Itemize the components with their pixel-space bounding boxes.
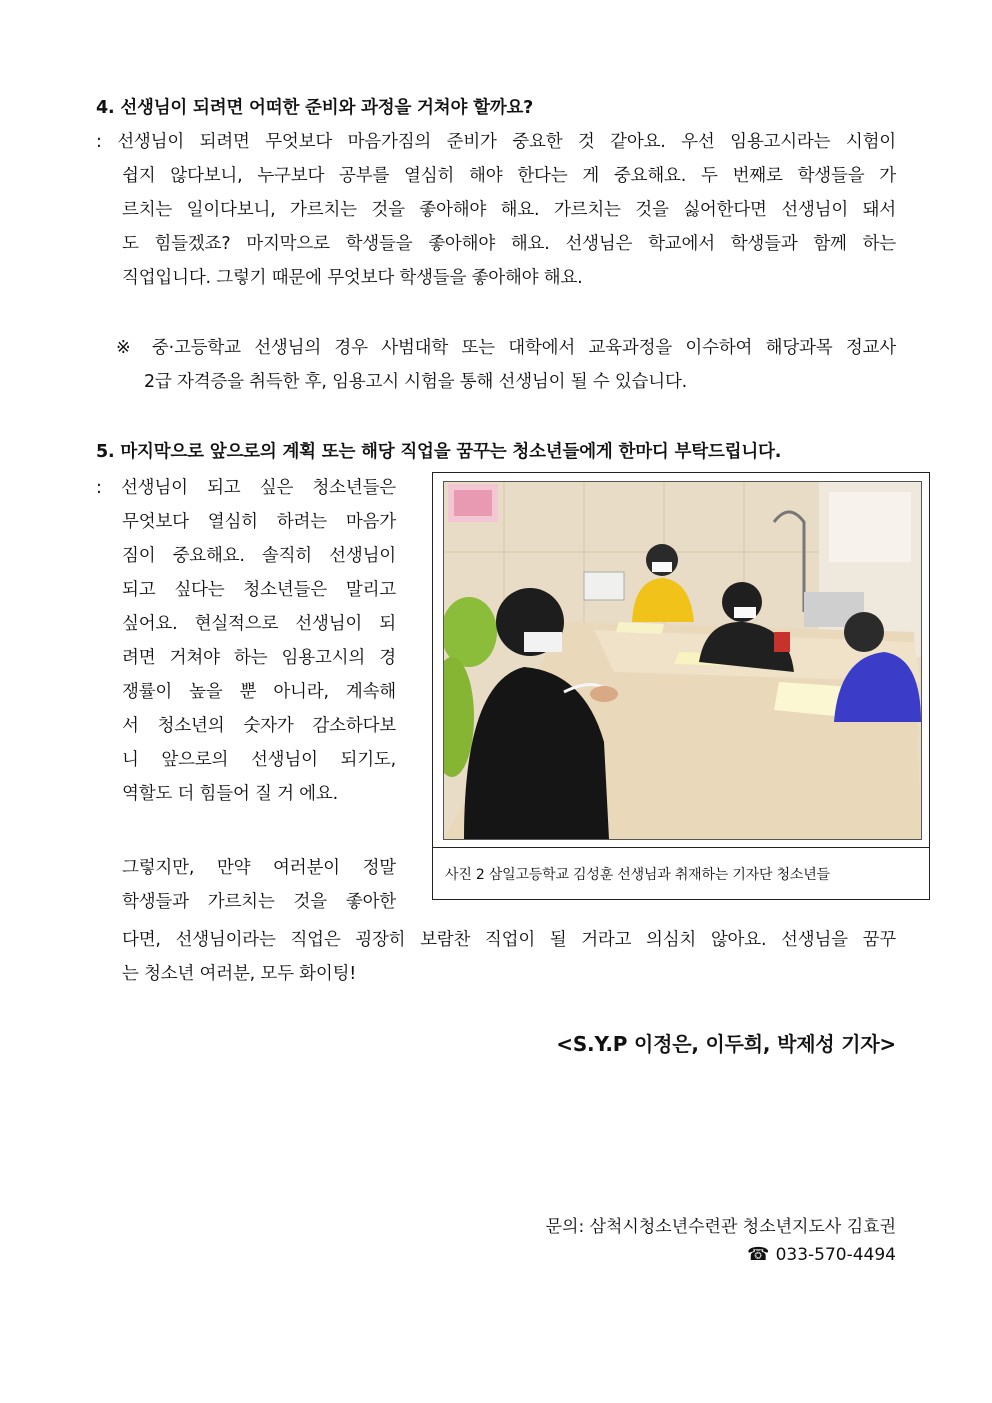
answer-5-line-2: 무엇보다 열심히 하려는 마음가: [122, 512, 396, 532]
note-line-2: 2급 자격증을 취득한 후, 임용고시 시험을 통해 선생님이 될 수 있습니다.: [144, 372, 688, 392]
phone-icon: ☎: [747, 1244, 770, 1265]
phone-number: 033-570-4494: [775, 1245, 896, 1265]
answer-5-line-7: 쟁률이 높을 뿐 아니라, 계속해: [122, 682, 396, 702]
answer-5b-line-1: 그렇지만, 만약 여러분이 정말: [122, 858, 396, 878]
answer-4-line-1: : 선생님이 되려면 무엇보다 마음가짐의 준비가 중요한 것 같아요. 우선 임용고시라는 시험이: [96, 132, 896, 152]
answer-5-line-8: 서 청소년의 숫자가 감소하다보: [122, 716, 396, 736]
answer-4-line-4: 도 힘들겠죠? 마지막으로 학생들을 좋아해야 해요. 선생님은 학교에서 학생들과 함께 하는: [122, 234, 896, 254]
answer-4-line-2: 쉽지 않다보니, 누구보다 공부를 열심히 해야 한다는 게 중요해요. 두 번째로 학생들을 가: [122, 166, 896, 186]
photo-caption: 사진 2 삼일고등학교 김성훈 선생님과 취재하는 기자단 청소년들: [445, 867, 830, 883]
answer-4-line-5: 직업입니다. 그렇기 때문에 무엇보다 학생들을 좋아해야 해요.: [122, 268, 583, 288]
contact-phone: [747, 1244, 896, 1265]
answer-5-line-9: 니 앞으로의 선생님이 되기도,: [122, 750, 396, 770]
question-4: 4. 선생님이 되려면 어떠한 준비와 과정을 거쳐야 할까요?: [96, 98, 534, 118]
answer-5-line-4: 되고 싶다는 청소년들은 말리고: [122, 580, 396, 600]
answer-5-line-3: 짐이 중요해요. 솔직히 선생님이: [122, 546, 396, 566]
interview-photo: [443, 481, 922, 840]
answer-5b-line-4: 는 청소년 여러분, 모두 화이팅!: [122, 964, 357, 984]
answer-4-line-3: 르치는 일이다보니, 가르치는 것을 좋아해야 해요. 가르치는 것을 싫어한다면 선생님이 돼서: [122, 200, 896, 220]
photo-caption-box: [433, 847, 929, 900]
note-line-1: ※ 중·고등학교 선생님의 경우 사범대학 또는 대학에서 교육과정을 이수하여 해당과목 정교사: [116, 338, 896, 358]
photo-figure: [432, 472, 930, 900]
answer-5-line-1: : 선생님이 되고 싶은 청소년들은: [96, 478, 396, 498]
contact-line: 문의: 삼척시청소년수련관 청소년지도사 김효권: [545, 1217, 896, 1237]
answer-5b-line-2: 학생들과 가르치는 것을 좋아한: [122, 892, 396, 912]
answer-5-line-5: 싶어요. 현실적으로 선생님이 되: [122, 614, 396, 634]
answer-5b-line-3: 다면, 선생님이라는 직업은 굉장히 보람찬 직업이 될 거라고 의심치 않아요. 선생님을 꿈꾸: [122, 930, 896, 950]
byline: <S.Y.P 이정은, 이두희, 박제성 기자>: [556, 1032, 896, 1056]
answer-5-line-6: 려면 거쳐야 하는 임용고시의 경: [122, 648, 396, 668]
question-5: 5. 마지막으로 앞으로의 계획 또는 해당 직업을 꿈꾸는 청소년들에게 한마디 부탁드립니다.: [96, 442, 782, 462]
answer-5-line-10: 역할도 더 힘들어 질 거 에요.: [122, 784, 338, 804]
